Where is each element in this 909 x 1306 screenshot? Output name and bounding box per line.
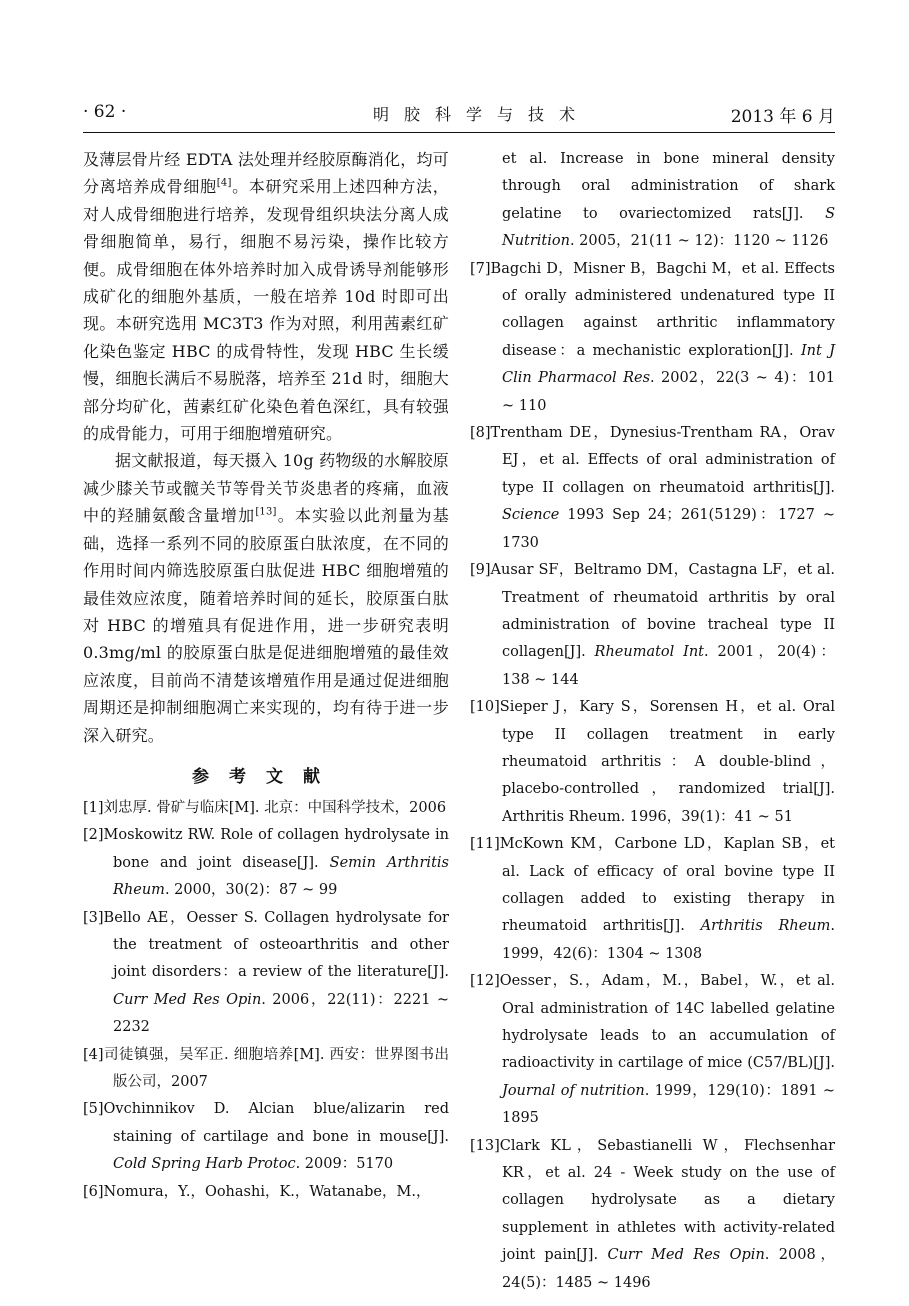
issue-date: 2013 年 6 月 — [730, 107, 835, 127]
reference-item: [10]Sieper J，Kary S，Sorensen H，et al. Oral type II collagen treatment in early rheumatoid arthritis：A double-blind，placebo-controlled，randomized trial[J]. Arthritis Rheum. 1996，39(1)：41 ~ 51 — [470, 699, 835, 825]
journal-title: 明胶科学与技术 — [373, 105, 591, 124]
paragraph-1: 及薄层骨片经 EDTA 法处理并经胶原酶消化，均可分离培养成骨细胞[4]。本研究采用上述四种方法，对人成骨细胞进行培养，发现骨组织块法分离人成骨细胞简单，易行，细胞不易污染，操作比较方便。成骨细胞在体外培养时加入成骨诱导剂能够形成矿化的细胞外基质，一般在培养 10d 时即可出现。本研究选用 MC3T3 作为对照，利用茜素红矿化染色鉴定 HBC 的成骨特性，发现 HBC 生长缓慢，细胞长满后不易脱落，培养至 21d 时，细胞大部分均矿化，茜素红矿化染色着色深红，具有较强的成骨能力，可用于细胞增殖研究。 — [83, 150, 449, 444]
reference-item: [1]刘忠厚. 骨矿与临床[M]. 北京：中国科学技术，2006 — [83, 799, 447, 816]
reference-item: [4]司徒镇强，吴军正. 细胞培养[M]. 西安：世界图书出版公司，2007 — [83, 1046, 449, 1090]
reference-item: [11]McKown KM，Carbone LD，Kaplan SB，et al. Lack of efficacy of oral bovine type II collagen added to existing therapy in rheumatoid arthritis[J]. Arthritis Rheum. 1999，42(6)：1304 ~ 1308 — [470, 836, 836, 962]
reference-item: [6]Nomura，Y.，Oohashi，K.，Watanabe，M.， — [83, 1183, 431, 1200]
body-text — [83, 146, 449, 749]
running-header — [83, 100, 835, 130]
reference-item: [12]Oesser，S.，Adam，M.，Babel，W.，et al. Oral administration of 14C labelled gelatine hydrolysate leads to an accumulation of radioactivity in cartilage of mice (C57/BL)[J]. Journal of nutrition. 1999，129(10)：1891 ~ 1895 — [470, 973, 835, 1127]
reference-item: [5]Ovchinnikov D. Alcian blue/alizarin red staining of cartilage and bone in mouse[J]. Cold Spring Harb Protoc. 2009：5170 — [83, 1101, 449, 1173]
right-column — [470, 146, 835, 1297]
references-heading: 参考文献 — [192, 766, 340, 787]
reference-item: [8]Trentham DE，Dynesius-Trentham RA，Orav EJ，et al. Effects of oral administration of type II collagen on rheumatoid arthritis[J]. Science 1993 Sep 24；261(5129)：1727 ~ 1730 — [470, 425, 835, 551]
page-number: · 62 · — [83, 102, 127, 122]
reference-item: [2]Moskowitz RW. Role of collagen hydrolysate in bone and joint disease[J]. Semin Arthritis Rheum. 2000，30(2)：87 ~ 99 — [83, 827, 449, 899]
citation: [13] — [255, 506, 277, 518]
reference-item: [13]Clark KL，Sebastianelli W，Flechsenhar KR，et al. 24 - Week study on the use of collagen hydrolysate as a dietary supplement in athletes with activity-related joint pain[J]. Curr Med Res Opin. 2008，24(5)：1485 ~ 1496 — [470, 1137, 836, 1291]
citation: [4] — [216, 178, 232, 190]
reference-item: [3]Bello AE，Oesser S. Collagen hydrolysate for the treatment of osteoarthritis and other joint disorders：a review of the literature[J]. Curr Med Res Opin. 2006，22(11)：2221 ~ 2232 — [83, 909, 449, 1036]
reference-list-left — [83, 795, 449, 1206]
reference-item: [7]Bagchi D，Misner B，Bagchi M，et al. Effects of orally administered undenatured type II collagen against arthritic inflammatory disease：a mechanistic exploration[J]. Int J Clin Pharmacol Res. 2002，22(3 ~ 4)：101 ~ 110 — [470, 260, 836, 414]
reference-list-right — [470, 146, 835, 1297]
reference-continuation: et al. Increase in bone mineral density through oral administration of shark gelatine to ovariectomized rats[J]. S Nutrition. 2005，21(11 ~ 12)：1120 ~ 1126 — [502, 151, 835, 250]
left-column — [83, 146, 449, 1206]
header-rule — [83, 132, 835, 133]
paragraph-2: 据文献报道，每天摄入 10g 药物级的水解胶原减少膝关节或髋关节等骨关节炎患者的疼痛，血液中的羟脯氨酸含量增加[13]。本实验以此剂量为基础，选择一系列不同的胶原蛋白肽浓度，在不同的作用时间内筛选胶原蛋白肽促进 HBC 细胞增殖的最佳效应浓度，随着培养时间的延长，胶原蛋白肽对 HBC 的增殖具有促进作用，进一步研究表明 0.3mg/ml 的胶原蛋白肽是促进细胞增殖的最佳效应浓度，目前尚不清楚该增殖作用是通过促进细胞周期还是抑制细胞凋亡来实现的，均有待于进一步深入研究。 — [83, 451, 449, 745]
reference-item: [9]Ausar SF，Beltramo DM，Castagna LF，et al. Treatment of rheumatoid arthritis by oral administration of bovine tracheal type II collagen[J]. Rheumatol Int. 2001，20(4)：138 ~ 144 — [470, 562, 835, 688]
